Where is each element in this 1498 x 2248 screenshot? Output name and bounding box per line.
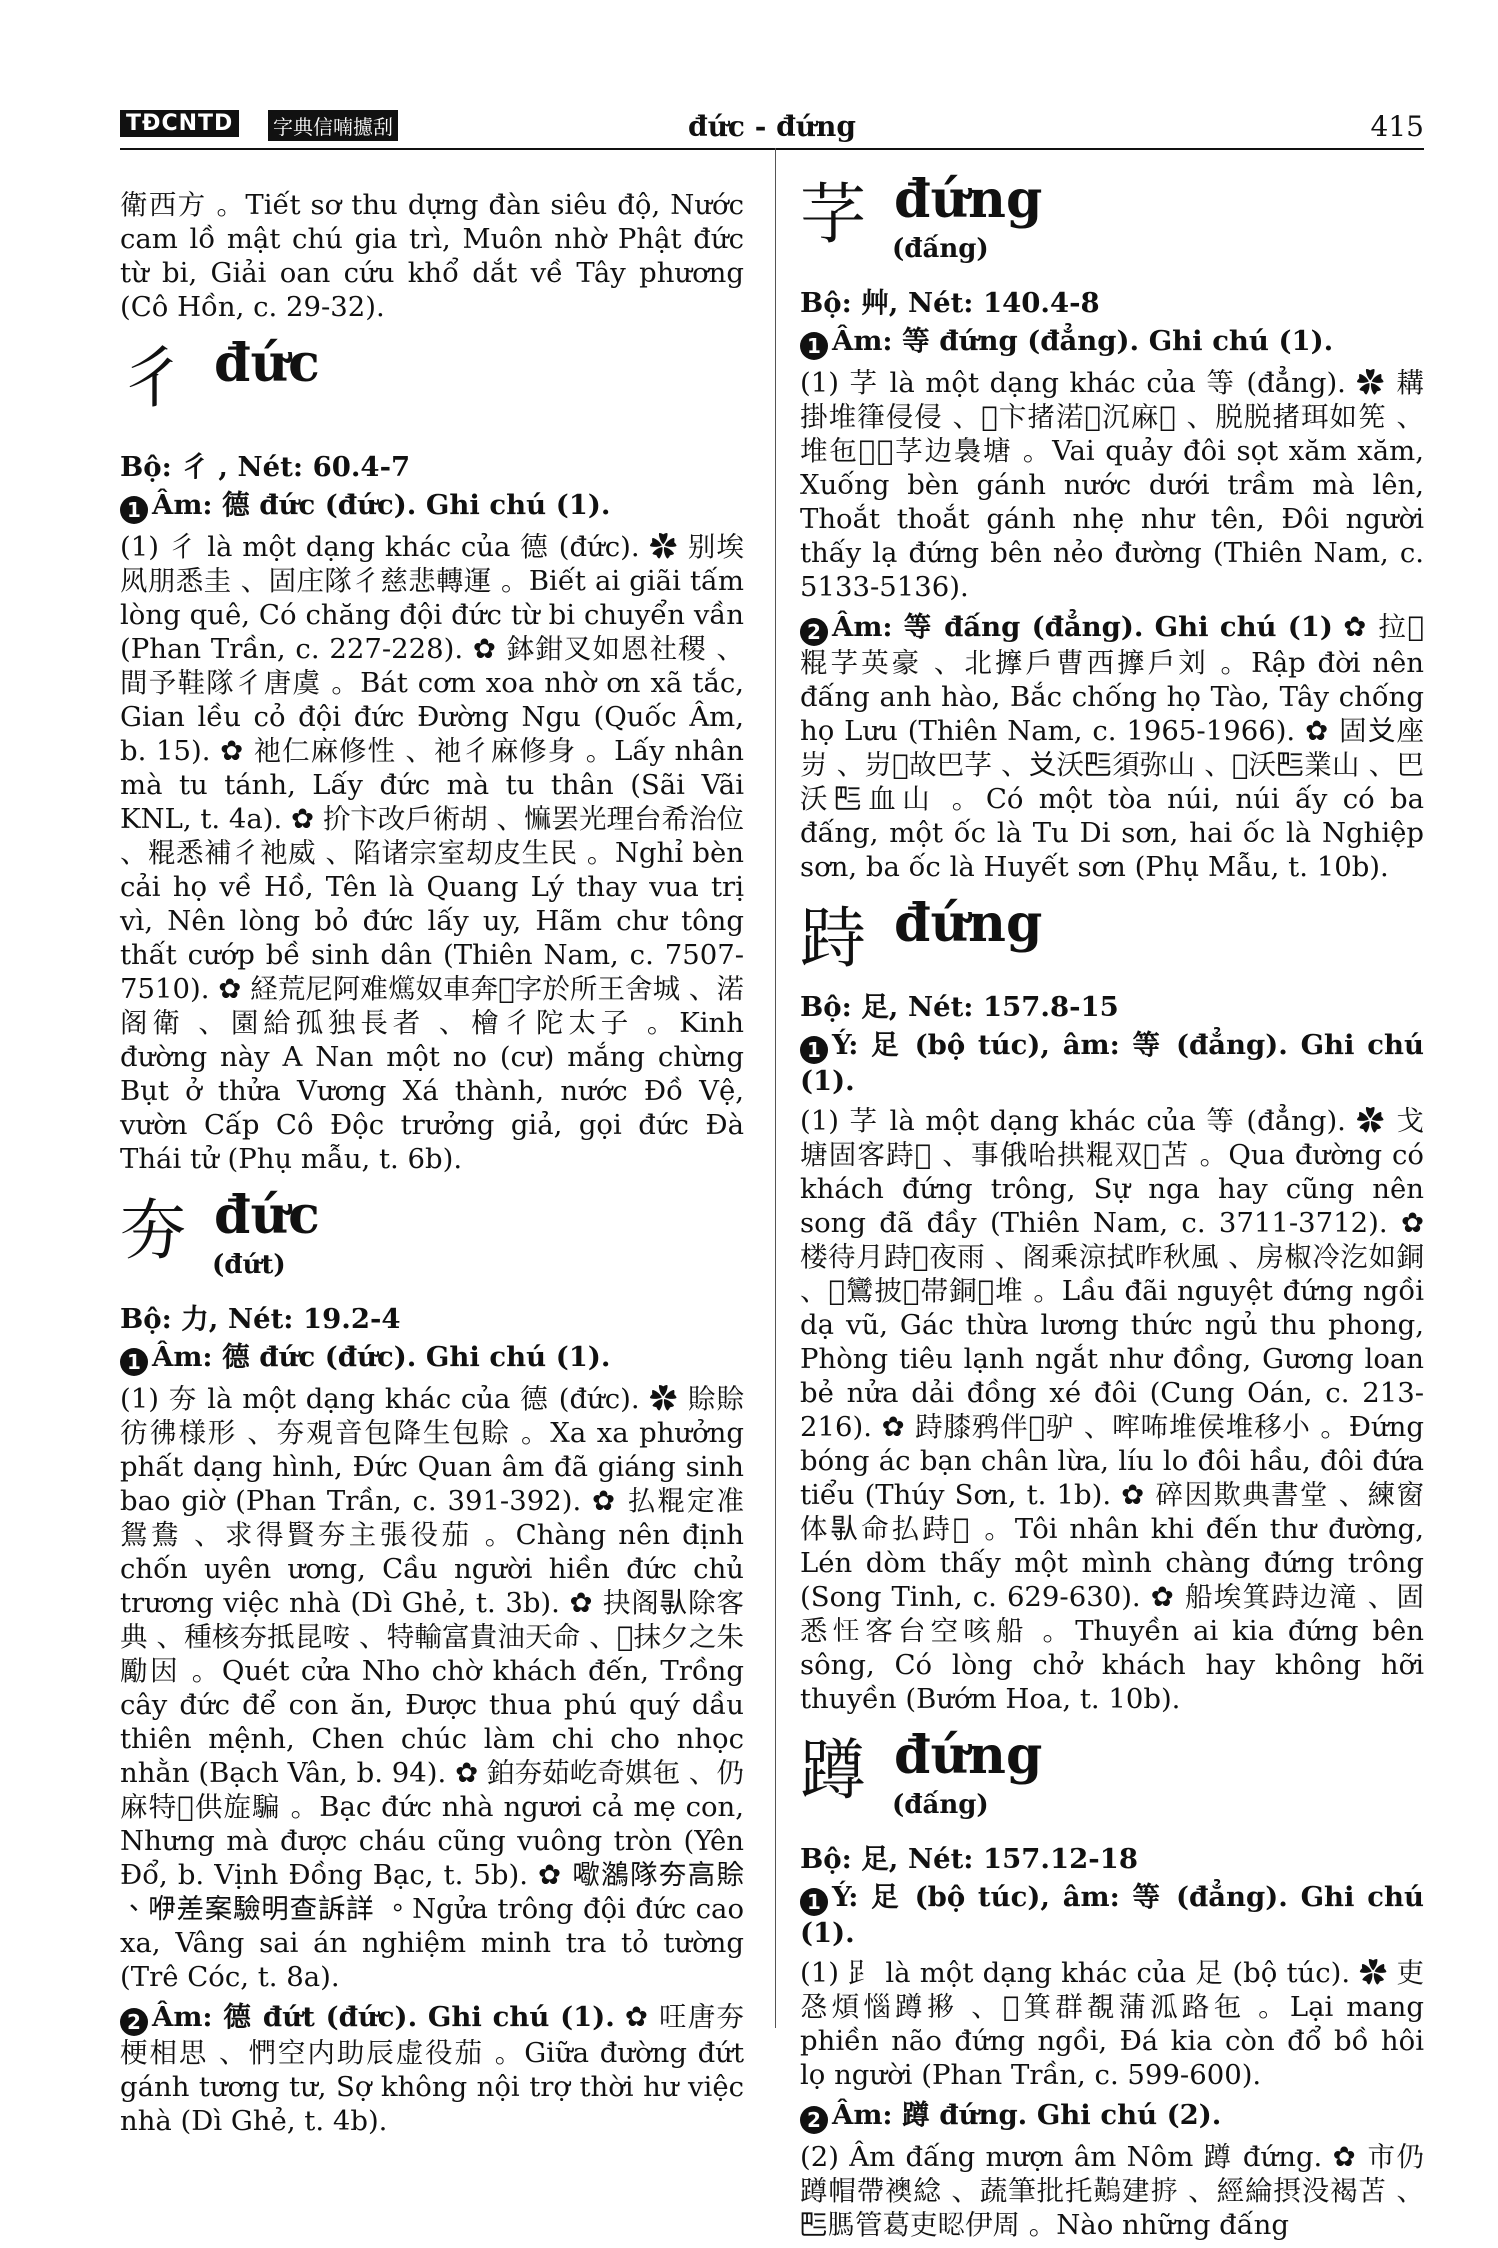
right-column [800, 160, 1424, 2248]
headword-char: 跱 [800, 900, 866, 977]
number-two-icon: 2 [800, 2106, 828, 2134]
entry-duc-1 [120, 333, 744, 446]
radical-info: Bộ: 艸, Nét: 140.4-8 [800, 287, 1100, 319]
number-two-icon: 2 [120, 2008, 148, 2036]
radical-info: Bộ: 彳 , Nét: 60.4-7 [120, 451, 411, 483]
headword: đứng [894, 169, 1043, 230]
number-one-icon: 1 [120, 1348, 148, 1376]
number-one-icon: 1 [800, 1888, 828, 1916]
headword: đức [214, 333, 320, 394]
headword: đứng [894, 1725, 1043, 1786]
sense-1 [120, 488, 744, 524]
running-title: đức - đứng [688, 110, 856, 143]
sense-2 [800, 610, 1424, 884]
note-text: ✿ 㕵唐夯梗相思 、㥃空内助辰虚役茄 。Giữa đường đứt gánh tương tư, Sợ không nội trợ thời hư việc nhà (Dì Ghẻ, t. 4b). [120, 2001, 744, 2137]
reading-line: Âm: 蹲 đứng. Ghi chú (2). [832, 2099, 1222, 2131]
headword-char: 蹲 [800, 1732, 866, 1809]
reading-line: Âm: 德 đức (đức). Ghi chú (1). [152, 489, 611, 521]
sense-1 [800, 324, 1424, 360]
page-header [120, 106, 1424, 146]
headword-char: 夯 [120, 1192, 186, 1269]
entry-duc-2 [120, 1185, 744, 1298]
publisher-logo: TĐCNTD [120, 110, 239, 137]
number-one-icon: 1 [800, 1036, 828, 1064]
sense-2 [120, 2000, 744, 2138]
radical-info: Bộ: 足, Nét: 157.8-15 [800, 991, 1119, 1023]
number-one-icon: 1 [120, 496, 148, 524]
headword-alt: (đấng) [892, 234, 989, 264]
left-column [120, 188, 744, 2144]
headword-alt: (đứt) [212, 1250, 286, 1280]
radical-info: Bộ: 足, Nét: 157.12-18 [800, 1843, 1138, 1875]
reading-line: Âm: 德 đứt (đức). Ghi chú (1). [152, 2001, 615, 2033]
entry-dung-2 [800, 893, 1424, 986]
note-text: (1) 芓 là một dạng khác của 等 (đẳng). ✿ 耩掛堆箻侵侵 、𠁑卞㨋渃𠸗沉麻𨖲 、脱脱㨋珥如筅 、堆㐌𩈘𨅸芓边裊塘 。Vai quảy đôi sọt xăm xăm, Xuống bèn gánh nước dưới trầm mà lên, Thoắt thoắt gánh nhẹ như tên, Đôi người thấy lạ đứng bên nẻo đường (Thiên Nam, c. 5133-5136). [800, 367, 1424, 603]
headword-char: 彳 [120, 340, 186, 417]
number-two-icon: 2 [800, 618, 828, 646]
number-one-icon: 1 [800, 332, 828, 360]
radical-info: Bộ: 力, Nét: 19.2-4 [120, 1303, 401, 1335]
reading-line: Âm: 德 đức (đức). Ghi chú (1). [152, 1341, 611, 1373]
reading-line: Âm: 等 đứng (đẳng). Ghi chú (1). [832, 325, 1334, 357]
note-text: (1) 夯 là một dạng khác của 德 (đức). ✿ 賒賒彷彿様形 、夯覌音包降生包賒 。Xa xa phưởng phất dạng hình, Đức Quan âm đã giáng sinh bao giờ (Phan Trần, c. 391-392). ✿ 払䊐定准鴛鴦 、求得賢夯主張役茄 。Chàng nên định chốn uyên ương, Cầu người hiền đức chủ trương việc nhà (Dì Ghẻ, t. 3b). ✿ 抉阁𠊛除客典 、種核夯抵昆咹 、特輸富貴油天命 、𨅹抹夕之朱勵因 。Quét cửa Nho chờ khách đến, Trồng cây đức để con ăn, Được thua phú quý dầu thiên mệnh, Chen chúc làm chi cho nhọc nhằn (Bạch Vân, b. 94). ✿ 鉑夯茹屹奇娸㐌 、仍麻特𠅒供㫌騙 。Bạc đức nhà ngươi cả mẹ con, Nhưng mà được cháu cũng vuông tròn (Yên Đổ, b. Vịnh Đồng Bạc, t. 5b). ✿ 𠿒𪃕隊夯高賒 、咿差案驗明查訴詳 。Ngửa trông đội đức cao xa, Vâng sai án nghiệm minh tra tỏ tường (Trê Cóc, t. 8a). [120, 1383, 744, 1993]
entry-dung-3 [800, 1725, 1424, 1838]
headword: đức [214, 1185, 320, 1246]
reading-line: Âm: 等 đấng (đẳng). Ghi chú (1) [832, 611, 1333, 643]
header-rule [120, 148, 1424, 150]
sense-1 [800, 1880, 1424, 1950]
column-divider [775, 148, 776, 2028]
note-text: (1) 彳 là một dạng khác của 德 (đức). ✿ 别埃㶡朋悉圭 、固庄隊彳慈悲轉運 。Biết ai giãi tấm lòng quê, Có chăng đội đức từ bi chuyển vần (Phan Trần, c. 227-228). ✿ 鉢鉗叉如恩社稷 、間予鞋隊彳唐虞 。Bát cơm xoa nhờ ơn xã tắc, Gian lều cỏ đội đức Đường Ngu (Quốc Âm, b. 15). ✿ 祂仁麻修性 、祂彳麻修身 。Lấy nhân mà tu tánh, Lấy đức mà tu thân (Sãi Vãi KNL, t. 4a). ✿ 扴卞改戶術胡 、𢠩罢光理台希治位 、䊐悉補彳祂威 、陷诸宗室刧皮生民 。Nghỉ bèn cải họ về Hồ, Tên là Quang Lý thay vua trị vì, Nên lòng bỏ đức lấy uy, Hãm chư tông thất cướp bề sinh dân (Thiên Nam, c. 7507-7510). ✿ 経荒尼阿难𤒘奴車奔𡎝字於所王舍城 、渃阁衛 、園給孤独長者 、檜彳陀太子 。Kinh đường này A Nan một no (cư) mắng chừng Bụt ở thửa Vương Xá thành, nước Đồ Vệ, vườn Cấp Cô Độc trưởng giả, gọi đức Đà Thái tử (Phụ mẫu, t. 6b). [120, 531, 745, 1175]
headword-alt: (đấng) [892, 1790, 989, 1820]
sense-2 [800, 2098, 1424, 2134]
page-number: 415 [1370, 110, 1424, 143]
headword: đứng [894, 893, 1043, 954]
sense-1 [120, 1340, 744, 1376]
sense-1 [800, 1028, 1424, 1098]
reading-line: Ý: 足 (bộ túc), âm: 等 (đẳng). Ghi chú (1). [800, 1029, 1424, 1097]
headword-char: 芓 [800, 176, 866, 253]
note-text: (1) 𧾷 là một dạng khác của 足 (bộ túc). ✿ 吏㤂煩惱蹲𢴐 、𥯉箕群覩蒲泒路㐌 。Lại mang phiền não đứng ngồi, Đá kia còn đổ bồ hôi lọ người (Phan Trần, c. 599-600). [800, 1957, 1424, 2091]
dictionary-logo: 字典信喃攄刮 [268, 110, 398, 141]
entry-dung-1 [800, 169, 1424, 282]
note-text: ✿ 拉𡓇䊐芓英豪 、北擵戶曹西擵戶刘 。Rập đời nên đấng anh hào, Bắc chống họ Tào, Tây chống họ Lưu (Thiên Nam, c. 1965-1966). ✿ 固𠬠座岃 、岃𠆳故巴芓 、𠬠沃𠀧須弥山 、𠄩沃𠀧業山 、巴沃𠀧血山 。Có một tòa núi, núi ấy có ba đấng, một ốc là Tu Di sơn, hai ốc là Nghiệp sơn, ba ốc là Huyết sơn (Phụ Mẫu, t. 10b). [800, 611, 1424, 883]
note-text: (2) Âm đấng mượn âm Nôm 蹲 đứng. ✿ 市仍蹲帽帶襖𦁤 、蔬筆批托𪏝建𢭸 、經綸摂没褐苫 、𠀧𦟐管葛吏𥆾伊周 。Nào những đấng [800, 2141, 1424, 2241]
continuation-text: 衛西方 。Tiết sơ thu dựng đàn siêu độ, Nước cam lồ mật chú gia trì, Muôn nhờ Phật đức từ bi, Giải oan cứu khổ dắt về Tây phương (Cô Hồn, c. 29-32). [120, 189, 744, 323]
note-text: (1) 芓 là một dạng khác của 等 (đẳng). ✿ 戈塘固客跱𨅹 、事俄咍拱䊐双𠀧苫 。Qua đường có khách đứng trông, Sự nga hay cũng nên song đã đầy (Thiên Nam, c. 3711-3712). ✿ 楼待月跱𣊾夜雨 、阁乘涼拭昨秋風 、房椒冷汔如銅 、𦕄鸞披𡛔帯銅𢶢堆 。Lầu đãi nguyệt đứng ngồi dạ vũ, Gác thừa lương thức ngủ thu phong, Phòng tiêu lạnh ngắt như đồng, Gương loan bẻ nửa dải đồng xé đôi (Cung Oán, c. 213-216). ✿ 跱膝鸦伴𩠴驴 、哰咘堆侯堆移小 。Đứng bóng ác bạn chân lừa, líu lo đôi hầu, đôi đứa tiểu (Thúy Sơn, t. 1b). ✿ 碎因欺典書堂 、練窗体𠊛命払跱𨅹 。Tôi nhân khi đến thư đường, Lén dòm thấy một mình chàng đứng trông (Song Tinh, c. 629-630). ✿ 船埃箕跱边滝 、固悉𢗖客台空咳船 。Thuyền ai kia đứng bên sông, Có lòng chở khách hay không hỡi thuyền (Bướm Hoa, t. 10b). [800, 1105, 1424, 1715]
reading-line: Ý: 足 (bộ túc), âm: 等 (đẳng). Ghi chú (1). [800, 1881, 1424, 1949]
